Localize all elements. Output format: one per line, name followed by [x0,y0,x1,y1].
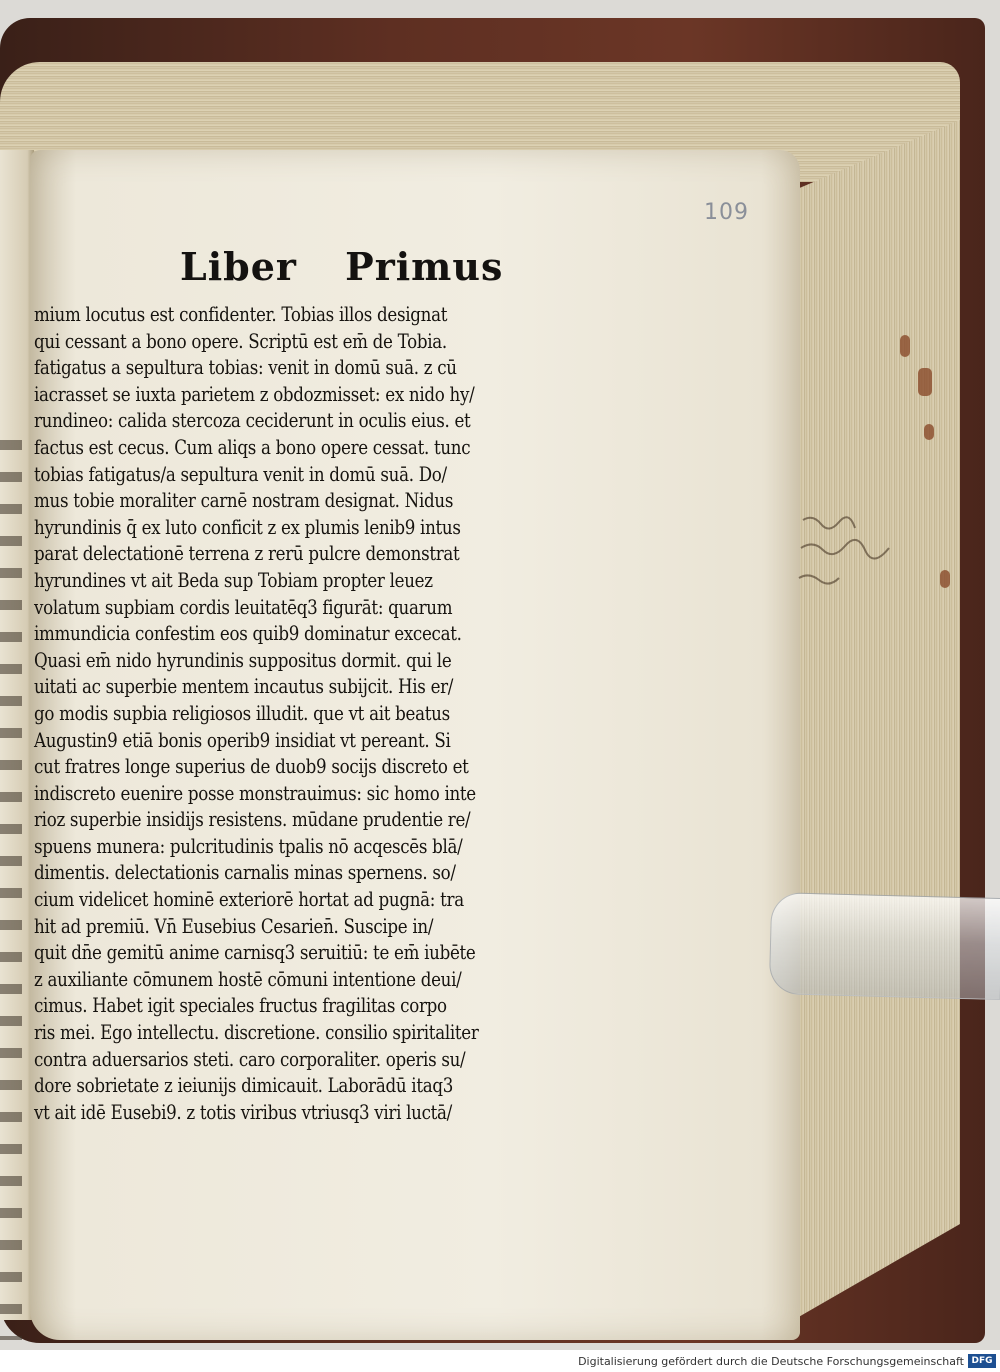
text-line: factus est cecus. Cum aliqs a bono opere cessat. tunc [34,435,471,459]
text-line: cimus. Habet igit speciales fructus fragilitas corpo [34,994,447,1018]
funding-credit: Digitalisierung gefördert durch die Deutsche Forschungsgemeinschaft [578,1355,964,1368]
text-line: immundicia confestim eos quib9 dominatur excecat. [34,622,462,646]
facing-page-edge [0,150,34,1320]
text-line: tobias fatigatus/a sepultura venit in domū suā. Do/ [34,462,447,486]
text-line: cium videlicet hominē exteriorē hortat ad pugnā: tra [34,888,464,912]
text-line: iacrasset se iuxta parietem z obdozmisset: ex nido hy/ [34,382,475,406]
dfg-logo: DFG [968,1354,996,1368]
text-line: quit dn̄e gemitū anime carnisq3 seruitiū: te em̄ iubēte [34,941,476,965]
text-line: vt ait idē Eusebi9. z totis viribus vtriusq3 viri luctā/ [34,1100,452,1124]
text-line: Augustin9 etiā bonis operib9 insidiat vt pereant. Si [34,728,451,752]
text-line: Quasi em̄ nido hyrundinis suppositus dormit. qui le [34,648,452,672]
text-line: fatigatus a sepultura tobias: venit in domū suā. z cū [34,356,457,380]
text-line: hit ad premiū. Vn̄ Eusebius Cesarien̄. Suscipe in/ [34,914,434,938]
text-line: volatum supbiam cordis leuitatēq3 figurāt: quarum [34,595,453,619]
text-line: z auxiliante cōmunem hostē cōmuni intentione deui/ [34,967,462,991]
footer-bar [0,1350,1000,1372]
text-line: qui cessant a bono opere. Scriptū est em̄ de Tobia. [34,329,447,353]
page-edge-stain [940,570,950,588]
text-line: spuens munera: pulcritudinis tpalis nō acqescēs blā/ [34,834,463,858]
text-line: cut fratres longe superius de duob9 socijs discreto et [34,755,469,779]
marginal-annotation [797,500,897,610]
text-line: rioz superbie insidijs resistens. mūdane prudentie re/ [34,808,471,832]
text-line: hyrundines vt ait Beda sup Tobiam propter leuez [34,568,433,592]
text-line: hyrundinis q̄ ex luto conficit z ex plumis lenib9 intus [34,515,461,539]
text-line: indiscreto euenire posse monstrauimus: sic homo inte [34,781,476,805]
text-line: mus tobie moraliter carnē nostram designat. Nidus [34,489,454,513]
text-line: parat delectationē terrena z rerū pulcre demonstrat [34,542,460,566]
facing-page-text [0,440,22,1340]
page-edge-stain [918,368,932,396]
text-column [34,302,604,1126]
text-line: dimentis. delectationis carnalis minas spernens. so/ [34,861,456,885]
running-head: Liber Primus [180,244,504,289]
page-edge-stain [900,335,910,357]
page-edge-stain [924,424,934,440]
text-line: go modis supbia religiosos illudit. que vt ait beatus [34,701,450,725]
text-line: dore sobrietate z ieiunijs dimicauit. Laborādū itaq3 [34,1074,454,1098]
folio-number: 109 [704,200,749,225]
page-holder-clip [769,892,1000,1000]
text-line: contra aduersarios steti. caro corporaliter. operis su/ [34,1047,466,1071]
text-line: uitati ac superbie mentem incautus subijcit. His er/ [34,675,454,699]
text-line: rundineo: calida stercoza ceciderunt in oculis eius. et [34,409,471,433]
text-line: ris mei. Ego intellectu. discretione. consilio spiritaliter [34,1021,479,1045]
text-line: mium locutus est confidenter. Tobias illos designat [34,303,448,326]
page-edges-right [790,120,960,1320]
